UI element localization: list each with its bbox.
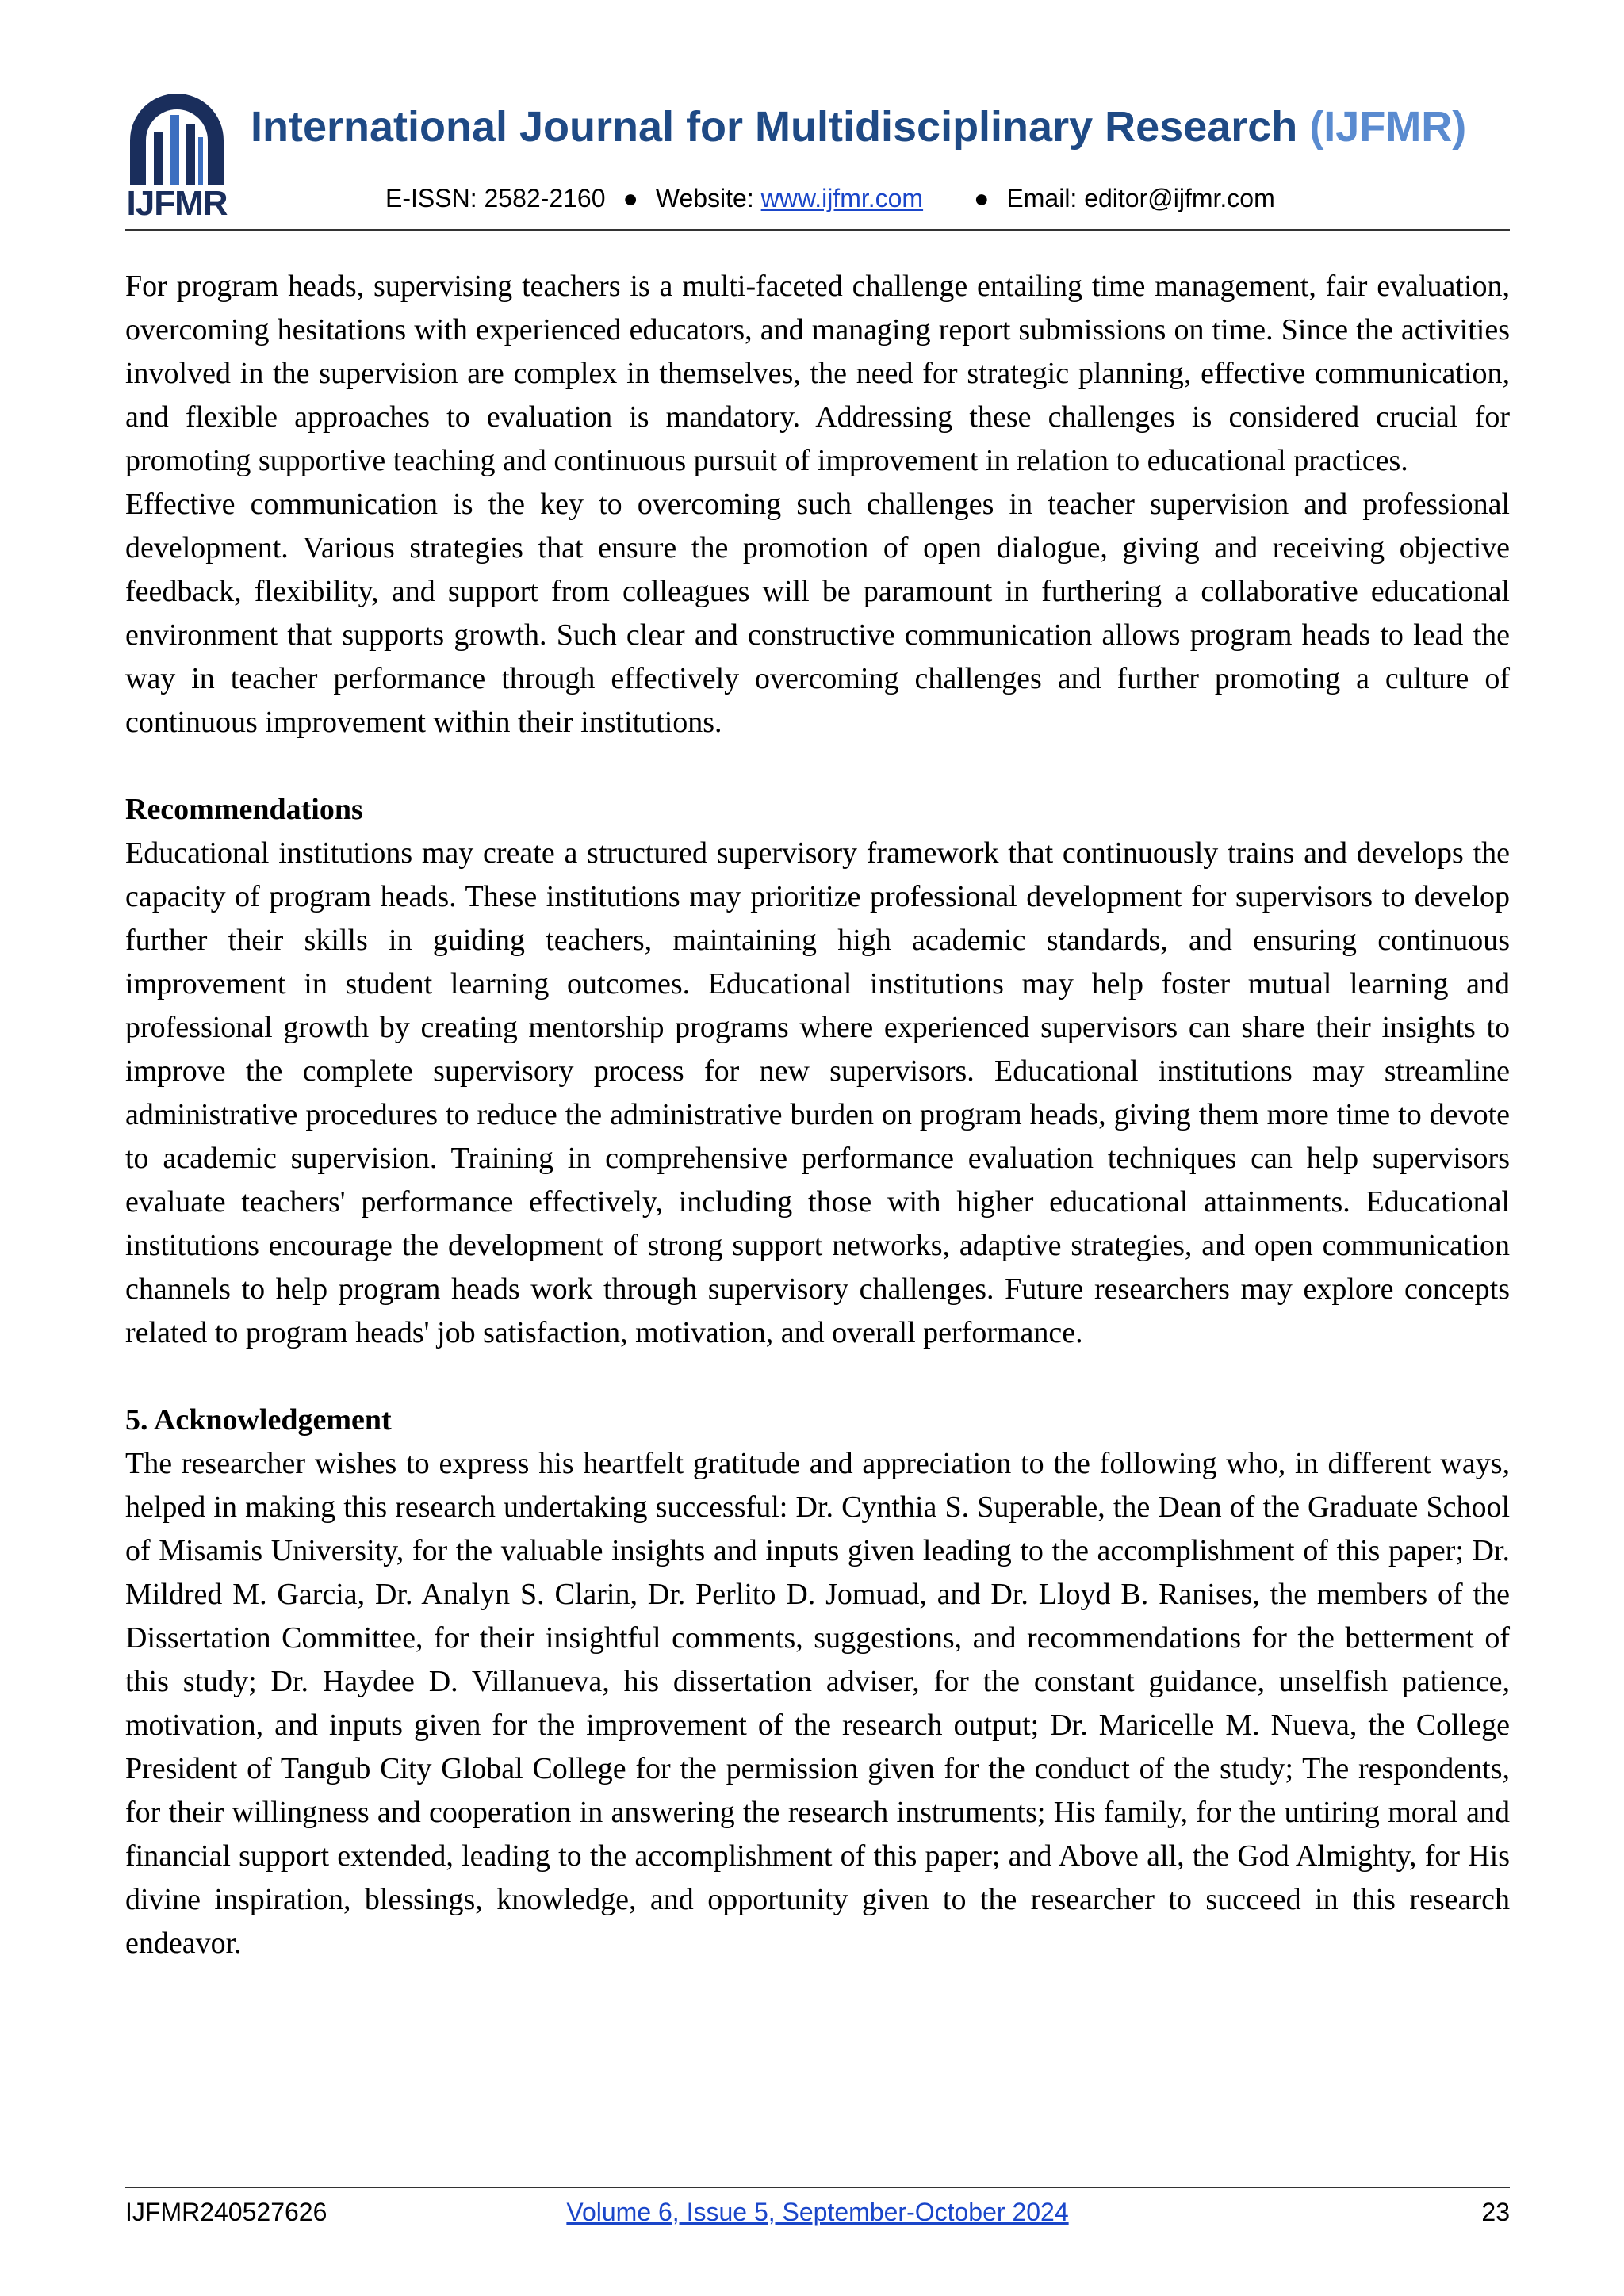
- logo-arch-icon: [125, 91, 228, 185]
- header-rule: [125, 229, 1510, 231]
- email: Email: editor@ijfmr.com: [1006, 184, 1275, 212]
- logo-text: IJFMR: [126, 184, 228, 223]
- volume-info-wrapper: [125, 2195, 1510, 2229]
- paragraph-spacer: [125, 744, 1510, 788]
- paragraph-spacer: [125, 1355, 1510, 1399]
- eissn: E-ISSN: 2582-2160: [385, 184, 606, 212]
- website-link[interactable]: www.ijfmr.com: [760, 184, 924, 212]
- page-footer: [125, 2195, 1510, 2229]
- recommendations-heading: Recommendations: [125, 793, 363, 826]
- volume-link[interactable]: Volume 6, Issue 5, September-October 2024: [566, 2198, 1069, 2226]
- footer-rule: [125, 2187, 1510, 2188]
- bullet-separator: ●: [974, 184, 990, 212]
- acknowledgement-paragraph: The researcher wishes to express his heartfelt gratitude and appreciation to the following who, in different ways, helped in making this research undertaking successful: Dr. Cynthia S. Superable, the Dean of the Graduate School of Misamis University, for the valuable insights and inputs given leading to the accomplishment of this paper; Dr. Mildred M. Garcia, Dr. Analyn S. Clarin, Dr. Perlito D. Jomuad, and Dr. Lloyd B. Ranises, the members of the Dissertation Committee, for their insightful comments, suggestions, and recommendations for the betterment of this study; Dr. Haydee D. Villanueva, his dissertation adviser, for the constant guidance, unselfish patience, motivation, and inputs given for the improvement of the research output; Dr. Maricelle M. Nueva, the College President of Tangub City Global College for the permission given for the conduct of the study; The respondents, for their willingness and cooperation in answering the research instruments; His family, for the untiring moral and financial support extended, leading to the accomplishment of this paper; and Above all, the God Almighty, for His divine inspiration, blessings, knowledge, and opportunity given to the researcher to succeed in this research endeavor.: [125, 1447, 1510, 1960]
- recommendations-paragraph: Educational institutions may create a structured supervisory framework that continuously trains and develops the capacity of program heads. These institutions may prioritize professional development for supervisors to develop further their skills in guiding teachers, maintaining high academic standards, and ensuring continuous improvement in student learning outcomes. Educational institutions may help foster mutual learning and professional growth by creating mentorship programs where experienced supervisors can share their insights to improve the complete supervisory process for new supervisors. Educational institutions may streamline administrative procedures to reduce the administrative burden on program heads, giving them more time to devote to academic supervision. Training in comprehensive performance evaluation techniques can help supervisors evaluate teachers' performance effectively, including those with higher educational attainments. Educational institutions encourage the development of strong support networks, adaptive strategies, and open communication channels to help program heads work through supervisory challenges. Future researchers may explore concepts related to program heads' job satisfaction, motivation, and overall performance.: [125, 836, 1510, 1349]
- bullet-separator: ●: [622, 184, 638, 212]
- journal-title: [251, 101, 1466, 152]
- journal-abbr: (IJFMR): [1309, 103, 1467, 151]
- website-label: Website:: [655, 184, 754, 212]
- paragraph: Effective communication is the key to overcoming such challenges in teacher supervision and professional development. Various strategies that ensure the promotion of open dialogue, giving and receiving objective feedback, flexibility, and support from colleagues will be paramount in furthering a collaborative educational environment that supports growth. Such clear and constructive communication allows program heads to lead the way in teacher performance through effectively overcoming challenges and further promoting a culture of continuous improvement within their institutions.: [125, 488, 1510, 739]
- paragraph: For program heads, supervising teachers is a multi-faceted challenge entailing time management, fair evaluation, overcoming hesitations with experienced educators, and managing report submissions on time. Since the activities involved in the supervision are complex in themselves, the need for strategic planning, effective communication, and flexible approaches to evaluation is mandatory. Addressing these challenges is considered crucial for promoting supportive teaching and continuous pursuit of improvement in relation to educational practices.: [125, 270, 1510, 477]
- acknowledgement-heading: 5. Acknowledgement: [125, 1403, 392, 1437]
- journal-name: International Journal for Multidisciplinary Research: [251, 103, 1298, 151]
- article-body: [125, 265, 1510, 1965]
- paper-id: IJFMR240527626: [125, 2198, 327, 2226]
- header-info: [385, 182, 1275, 214]
- page-number: 23: [1481, 2198, 1510, 2226]
- journal-logo: [125, 91, 228, 222]
